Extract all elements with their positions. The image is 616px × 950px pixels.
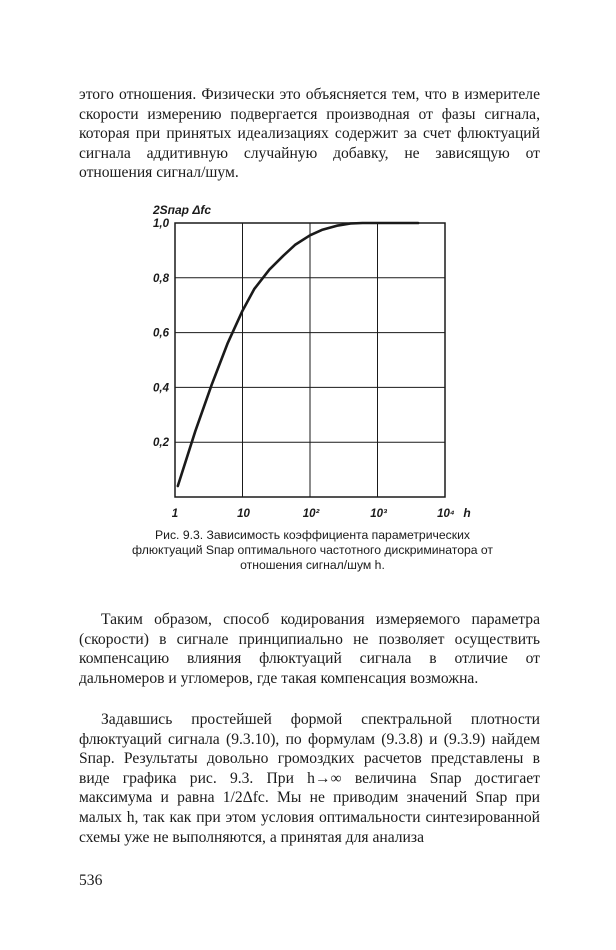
page-number: 536 bbox=[79, 872, 103, 889]
x-tick-label: 1 bbox=[171, 508, 179, 520]
y-tick-label: 0,4 bbox=[153, 382, 169, 395]
x-tick-labels bbox=[172, 506, 471, 520]
figure-caption: Рис. 9.3. Зависимость коэффициента параметрических флюктуаций Sпар оптимального частотного дискриминатора от отношения сигнал/шум h. bbox=[131, 528, 494, 573]
y-tick-label: 0,2 bbox=[153, 437, 169, 450]
data-curve bbox=[178, 223, 418, 486]
y-tick-label: 1,0 bbox=[153, 218, 169, 230]
y-tick-label: 0,6 bbox=[153, 327, 169, 340]
paragraph-2: Таким образом, способ кодирования измеряемого параметра (скорости) в сигнале принципиально не позволяет осуществить компенсацию влияния флюктуаций сигнала в отличие от дальномеров и угломеров, где такая компенсация возможна. bbox=[79, 611, 540, 687]
y-tick-labels bbox=[153, 218, 170, 449]
y-tick-label: 0,8 bbox=[153, 272, 169, 285]
x-axis-label: h bbox=[463, 506, 471, 520]
y-axis-label: 2Sпар Δfc bbox=[153, 203, 212, 217]
x-tick-label: 10⁴ bbox=[437, 508, 455, 520]
x-tick-label: 10 bbox=[237, 508, 250, 520]
chart-grid bbox=[175, 223, 445, 497]
x-tick-label: 10² bbox=[302, 508, 320, 520]
x-tick-label: 10³ bbox=[370, 508, 387, 520]
paragraph-1: этого отношения. Физически это объясняется тем, что в измерителе скорости измерению подвергается производная от фазы сигнала, которая при принятых идеализациях содержит за счет флюктуаций сигнала аддитивную случайную добавку, не зависящую от отношения сигнал/шум. bbox=[79, 86, 540, 182]
paragraph-3: Задавшись простейшей формой спектральной плотности флюктуаций сигнала (9.3.10), по формулам (9.3.8) и (9.3.9) найдем Sпар. Результаты довольно громоздких расчетов представлены в виде графика рис. 9.3. При h→∞ величина Sпар достигает максимума и равна 1/2Δfc. Мы не приводим значений Sпар при малых h, так как при этом условия оптимальности синтезированной схемы уже не выполняются, а принятая для анализа bbox=[79, 711, 540, 846]
